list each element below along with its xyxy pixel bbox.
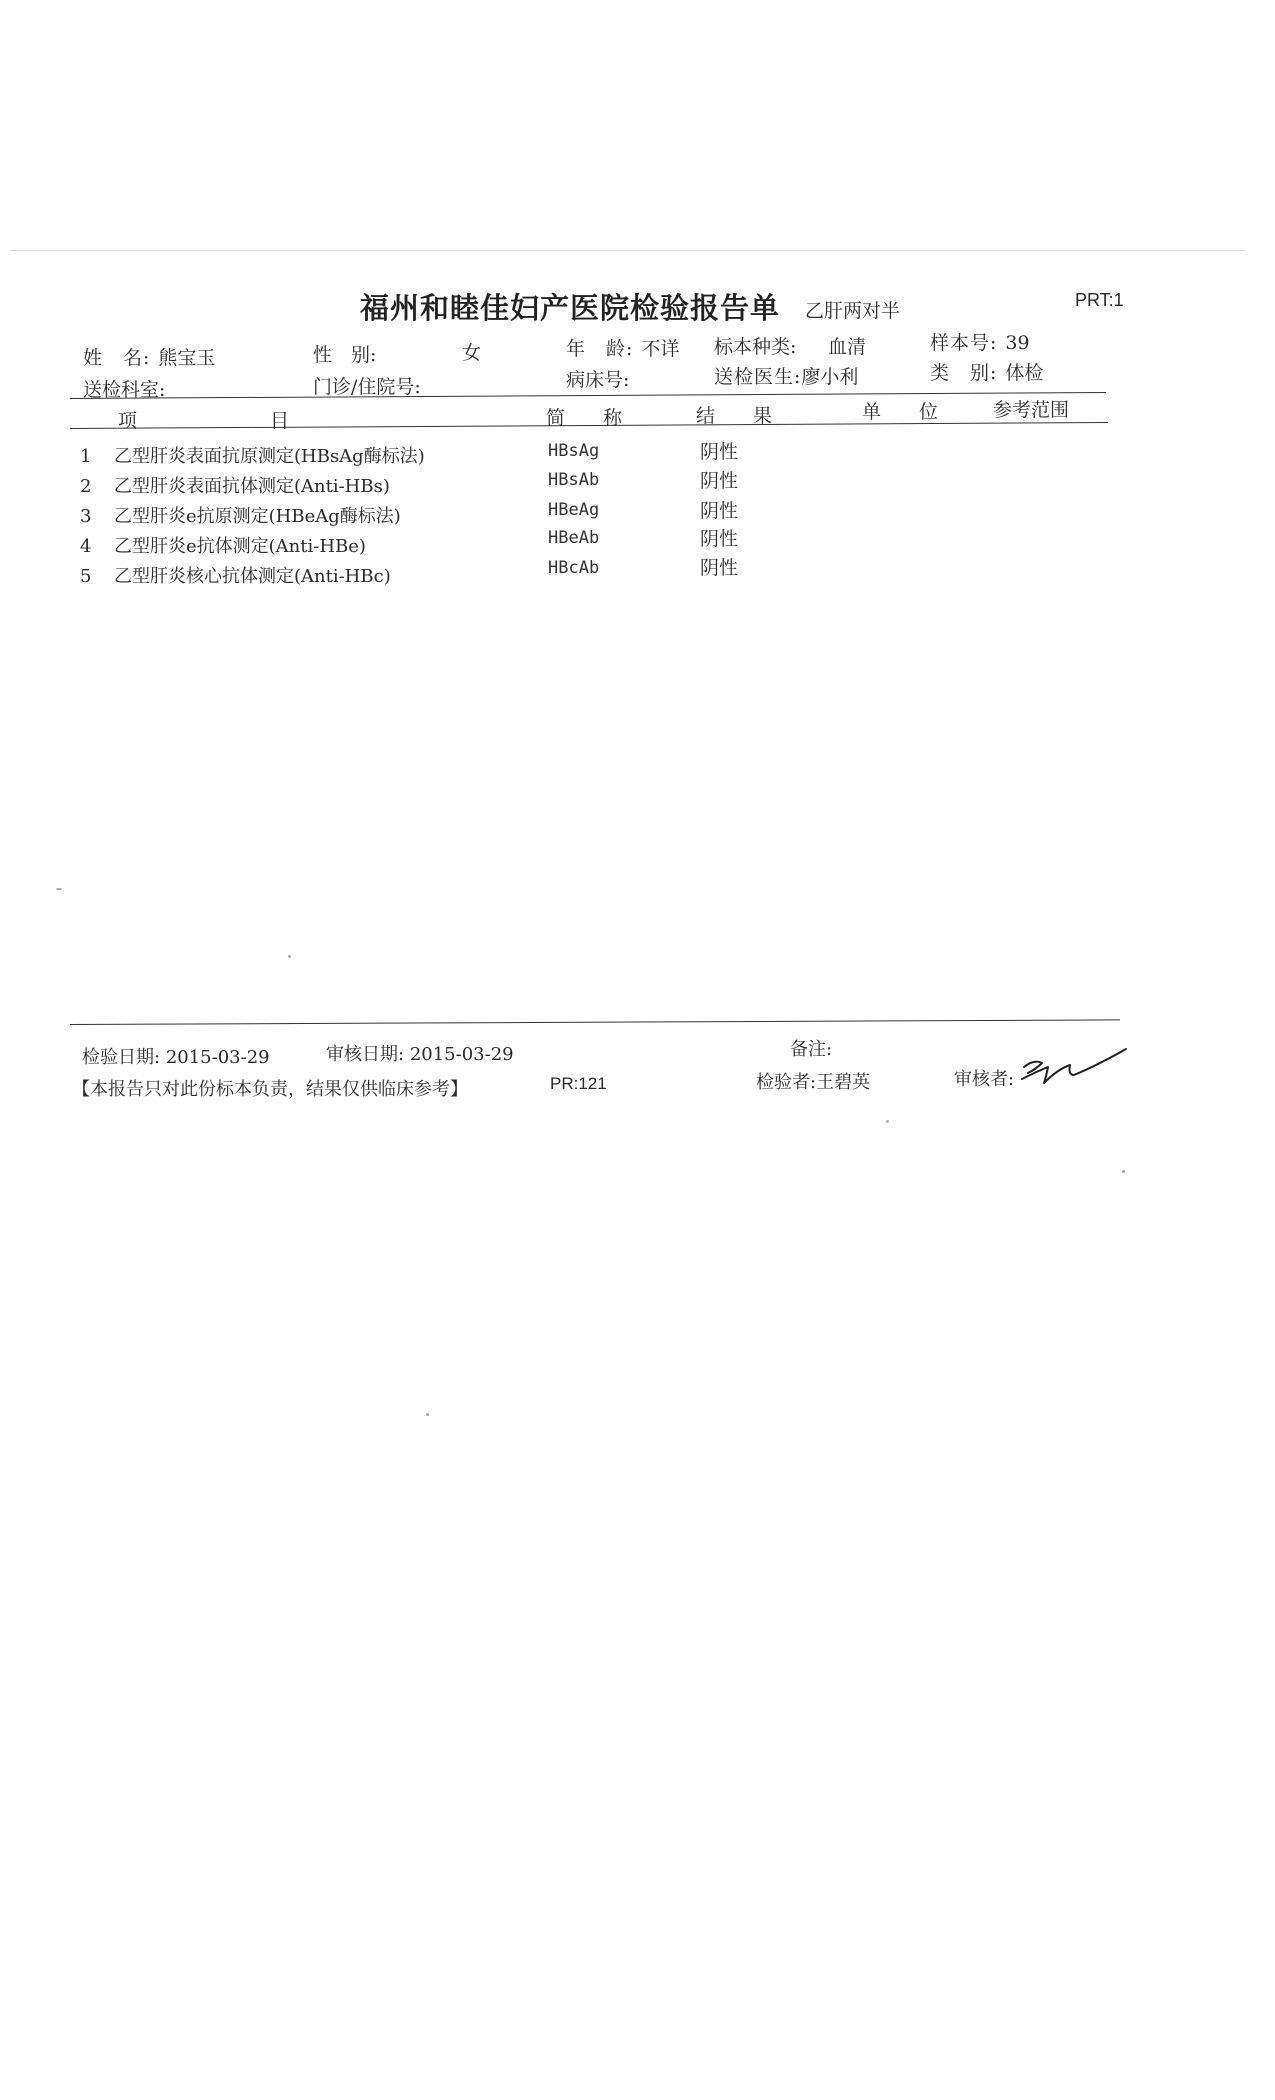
row-abbr: HBcAb (548, 558, 600, 578)
outpatient-label: 门诊/住院号: (313, 376, 421, 398)
table-row (80, 442, 425, 468)
row-item: 乙型肝炎e抗体测定(Anti-HBe) (114, 536, 366, 557)
col-header-unit: 单 位 (862, 401, 939, 423)
row-abbr: HBsAb (548, 470, 600, 490)
category-value: 体检 (1005, 362, 1044, 384)
test-date-label: 检验日期: (82, 1047, 161, 1068)
doctor-field (714, 362, 858, 389)
row-result: 阴性 (700, 441, 739, 463)
tester-field (756, 1068, 870, 1094)
patient-sex-label: 性 别: (313, 344, 377, 366)
dept-label: 送检科室: (83, 379, 166, 401)
table-row (80, 502, 401, 528)
patient-name-label: 姓 名: (83, 347, 151, 369)
header-top-rule (70, 392, 1106, 399)
sample-no-field (930, 328, 1030, 355)
patient-age: 不详 (641, 338, 680, 360)
patient-age-field (566, 334, 679, 361)
test-date: 2015-03-29 (165, 1047, 270, 1068)
report-title: 福州和睦佳妇产医院检验报告单 (360, 291, 781, 325)
sample-no: 39 (1005, 332, 1030, 354)
specimen-value: 血清 (828, 336, 867, 358)
review-date-field (326, 1040, 514, 1066)
row-number: 3 (80, 506, 92, 527)
tester-name: 王碧英 (816, 1072, 871, 1093)
sample-no-label: 样本号: (930, 332, 998, 354)
doctor-name: 廖小利 (801, 366, 859, 388)
row-number: 5 (80, 566, 92, 587)
specimen-label: 标本种类: (714, 336, 797, 358)
category-field (930, 358, 1043, 385)
row-item: 乙型肝炎e抗原测定(HBeAg酶标法) (114, 506, 401, 527)
patient-name-field (83, 343, 215, 370)
scan-speck (56, 888, 62, 890)
reviewer-label: 审核者: (954, 1069, 1015, 1090)
row-item: 乙型肝炎核心抗体测定(Anti-HBc) (114, 566, 391, 587)
row-result: 阴性 (700, 470, 739, 492)
row-result: 阴性 (700, 500, 739, 522)
table-row (80, 562, 391, 588)
report-subtitle: 乙肝两对半 (805, 300, 901, 322)
review-date-label: 审核日期: (326, 1044, 405, 1065)
col-header-item: 项 目 (118, 410, 290, 432)
reviewer-signature (1018, 1045, 1130, 1095)
tester-label: 检验者: (756, 1072, 817, 1093)
category-label: 类 别: (930, 362, 998, 384)
prt-code: PRT:1 (1075, 290, 1124, 310)
scan-speck (886, 1120, 889, 1123)
patient-sex: 女 (462, 342, 482, 364)
table-row (80, 532, 366, 558)
patient-name: 熊宝玉 (158, 347, 216, 369)
remark-label: 备注: (790, 1039, 833, 1060)
row-item: 乙型肝炎表面抗体测定(Anti-HBs) (114, 476, 390, 497)
scan-speck (1122, 1170, 1125, 1173)
row-abbr: HBsAg (548, 441, 600, 461)
disclaimer: 【本报告只对此份标本负责，结果仅供临床参考】 (72, 1079, 468, 1100)
scan-speck (288, 955, 291, 958)
doctor-label: 送检医生: (714, 366, 802, 388)
bed-label: 病床号: (566, 369, 630, 391)
table-row (80, 472, 390, 498)
row-item: 乙型肝炎表面抗原测定(HBsAg酶标法) (114, 446, 425, 467)
row-number: 1 (80, 446, 92, 467)
scan-speck (426, 1413, 429, 1416)
review-date: 2015-03-29 (409, 1044, 514, 1065)
pr-code: PR:121 (550, 1074, 607, 1093)
row-abbr: HBeAg (548, 500, 600, 520)
row-result: 阴性 (700, 528, 739, 550)
col-header-range: 参考范围 (993, 399, 1070, 421)
scan-edge-line (10, 250, 1245, 251)
row-abbr: HBeAb (548, 528, 600, 548)
test-date-field (82, 1043, 270, 1069)
col-header-abbr: 简 称 (546, 407, 623, 429)
col-header-result: 结 果 (696, 405, 773, 427)
patient-age-label: 年 龄: (566, 338, 634, 360)
row-result: 阴性 (700, 557, 739, 579)
row-number: 4 (80, 536, 92, 557)
row-number: 2 (80, 476, 92, 497)
footer-rule (70, 1019, 1120, 1025)
